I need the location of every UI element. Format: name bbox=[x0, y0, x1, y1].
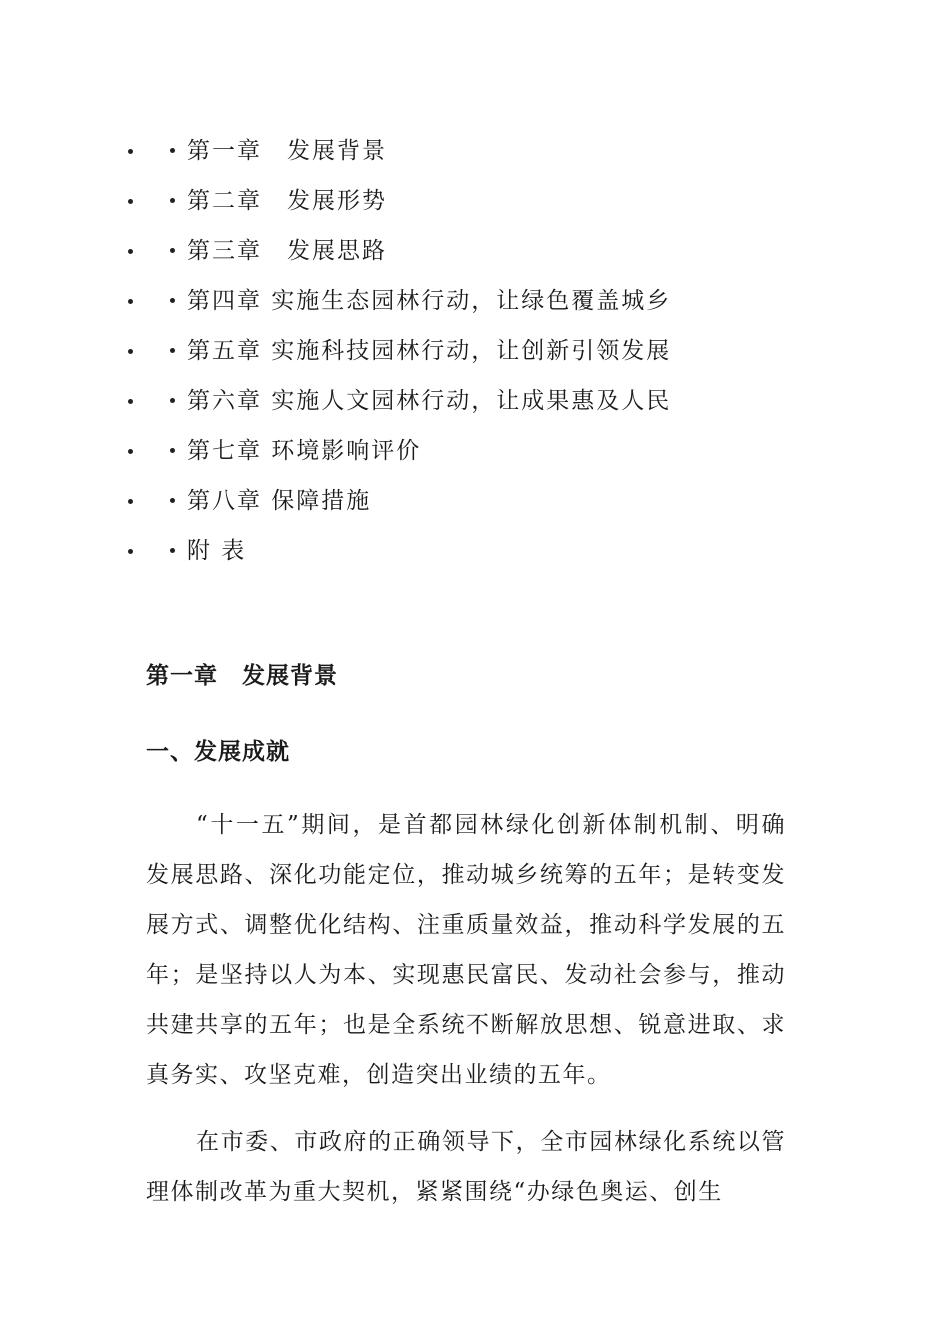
toc-item-label: 第一章 发展背景 bbox=[187, 138, 387, 164]
list-bullet bbox=[128, 549, 133, 554]
list-bullet bbox=[128, 499, 133, 504]
list-bullet bbox=[128, 249, 133, 254]
toc-item-label: 第五章 实施科技园林行动，让创新引领发展 bbox=[187, 338, 672, 364]
toc-item[interactable] bbox=[0, 126, 950, 176]
body-paragraph: 在市委、市政府的正确领导下，全市园林绿化系统以管理体制改革为重大契机，紧紧围绕“办绿色奥运、创生 bbox=[146, 1129, 786, 1205]
list-bullet bbox=[128, 399, 133, 404]
toc-item[interactable] bbox=[0, 226, 950, 276]
toc-bullet bbox=[170, 348, 175, 353]
section-heading: 一、发展成就 bbox=[146, 738, 290, 765]
chapter-heading: 第一章 发展背景 bbox=[146, 662, 338, 689]
list-bullet bbox=[128, 149, 133, 154]
list-bullet bbox=[128, 449, 133, 454]
toc-item-label: 附 表 bbox=[187, 538, 247, 564]
toc-item[interactable] bbox=[0, 426, 950, 476]
toc-bullet bbox=[170, 548, 175, 553]
list-bullet bbox=[128, 349, 133, 354]
toc-item[interactable] bbox=[0, 476, 950, 526]
toc-item-label: 第六章 实施人文园林行动，让成果惠及人民 bbox=[187, 388, 672, 414]
toc-bullet bbox=[170, 248, 175, 253]
toc-item[interactable] bbox=[0, 276, 950, 326]
toc-item[interactable] bbox=[0, 526, 950, 576]
toc-bullet bbox=[170, 298, 175, 303]
toc-item-label: 第三章 发展思路 bbox=[187, 238, 387, 264]
toc-item[interactable] bbox=[0, 376, 950, 426]
toc-item-label: 第七章 环境影响评价 bbox=[187, 438, 422, 464]
toc-item-label: 第四章 实施生态园林行动，让绿色覆盖城乡 bbox=[187, 288, 672, 314]
toc-bullet bbox=[170, 448, 175, 453]
list-bullet bbox=[128, 299, 133, 304]
list-bullet bbox=[128, 199, 133, 204]
toc-bullet bbox=[170, 198, 175, 203]
toc-bullet bbox=[170, 498, 175, 503]
toc-item-label: 第八章 保障措施 bbox=[187, 488, 372, 514]
table-of-contents bbox=[0, 126, 950, 576]
body-paragraph: “十一五”期间，是首都园林绿化创新体制机制、明确发展思路、深化功能定位，推动城乡统筹的五年；是转变发展方式、调整优化结构、注重质量效益，推动科学发展的五年；是坚持以人为本、实现惠民富民、发动社会参与，推动共建共享的五年；也是全系统不断解放思想、锐意进取、求真务实、攻坚克难，创造突出业绩的五年。 bbox=[146, 812, 786, 1088]
toc-bullet bbox=[170, 148, 175, 153]
toc-item[interactable] bbox=[0, 176, 950, 226]
toc-item[interactable] bbox=[0, 326, 950, 376]
toc-bullet bbox=[170, 398, 175, 403]
toc-item-label: 第二章 发展形势 bbox=[187, 188, 387, 214]
